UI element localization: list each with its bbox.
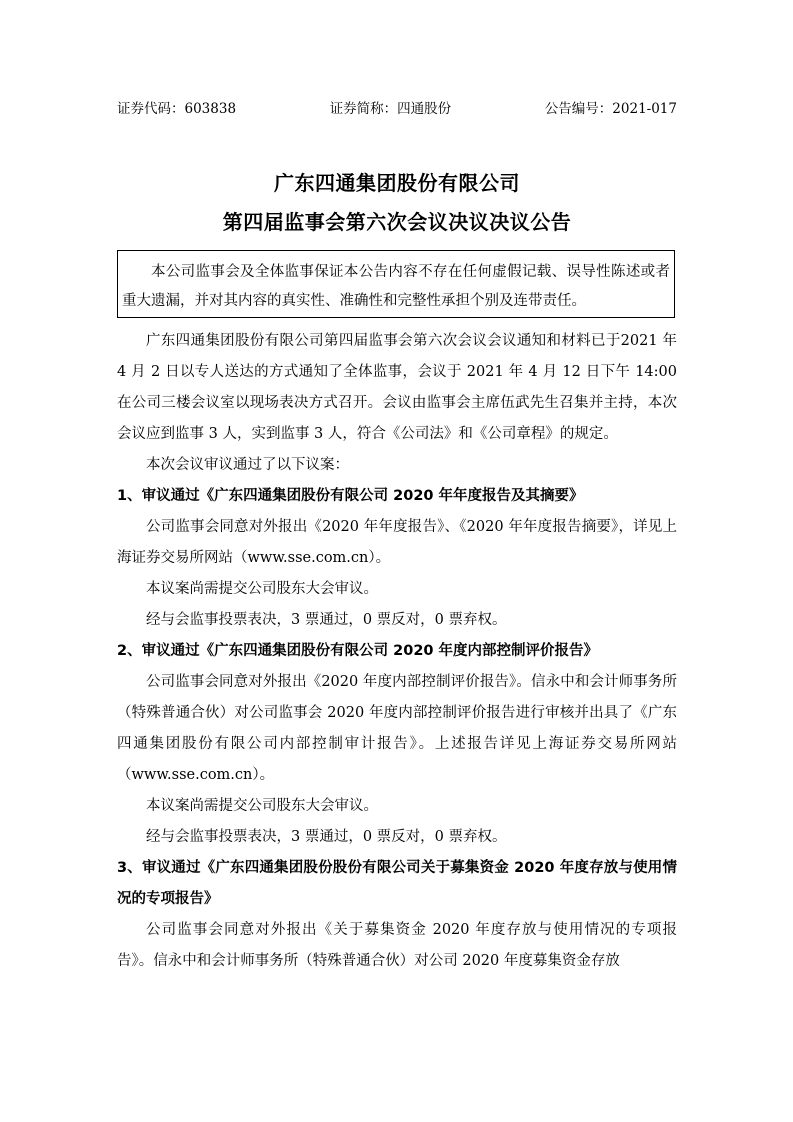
header-line [117,96,677,118]
announcement-number: 公告编号：2021-017 [544,101,677,117]
item-1-paragraph: 公司监事会同意对外报出《2020 年年度报告》、《2020 年年度报告摘要》，详见上海证券交易所网站（www.sse.com.cn）。 [117,519,677,566]
intro-paragraph: 广东四通集团股份有限公司第四届监事会第六次会议会议通知和材料已于2021 年 4 月 2 日以专人送达的方式通知了全体监事，会议于 2021 年 4 月 12 日下午 14:00 在公司三楼会议室以现场表决方式召开。会议由监事会主席伍武先生召集并主持，本次会议应到监事 3 人，实到监事 3 人，符合《公司法》和《公司章程》的规定。 [117,333,677,442]
disclaimer-box: 本公司监事会及全体监事保证本公告内容不存在任何虚假记载、误导性陈述或者重大遗漏，并对其内容的真实性、准确性和完整性承担个别及连带责任。 [117,250,675,318]
security-short-name: 证券简称：四通股份 [329,101,452,117]
intro-list-lead: 本次会议审议通过了以下议案： [146,457,349,473]
item-3-paragraph: 公司监事会同意对外报出《关于募集资金 2020 年度存放与使用情况的专项报告》。信永中和会计师事务所（特殊普通合伙）对公司 2020 年度募集资金存放 [117,922,677,969]
item-1-vote-result: 经与会监事投票表决，3 票通过，0 票反对，0 票弃权。 [146,612,507,628]
item-1-heading: 1、审议通过《广东四通集团股份有限公司 2020 年年度报告及其摘要》 [117,488,584,504]
announcement-title: 第四届监事会第六次会议决议决议公告 [222,210,572,234]
item-1-submission-note: 本议案尚需提交公司股东大会审议。 [146,581,378,597]
security-code: 证券代码：603838 [117,101,237,117]
item-2-submission-note: 本议案尚需提交公司股东大会审议。 [146,798,378,814]
company-title: 广东四通集团股份有限公司 [274,171,520,195]
item-2-heading: 2、审议通过《广东四通集团股份有限公司 2020 年度内部控制评价报告》 [117,643,599,659]
item-2-vote-result: 经与会监事投票表决，3 票通过，0 票反对，0 票弃权。 [146,829,507,845]
document-body [117,326,677,977]
item-3-heading: 3、审议通过《广东四通集团股份股份有限公司关于募集资金 2020 年度存放与使用情况的专项报告》 [117,860,677,907]
item-2-paragraph: 公司监事会同意对外报出《2020 年度内部控制评价报告》。信永中和会计师事务所（特殊普通合伙）对公司监事会 2020 年度内部控制评价报告进行审核并出具了《广东四通集团股份有限公司内部控制审计报告》。上述报告详见上海证券交易所网站（www.sse.com.cn）。 [117,674,677,783]
